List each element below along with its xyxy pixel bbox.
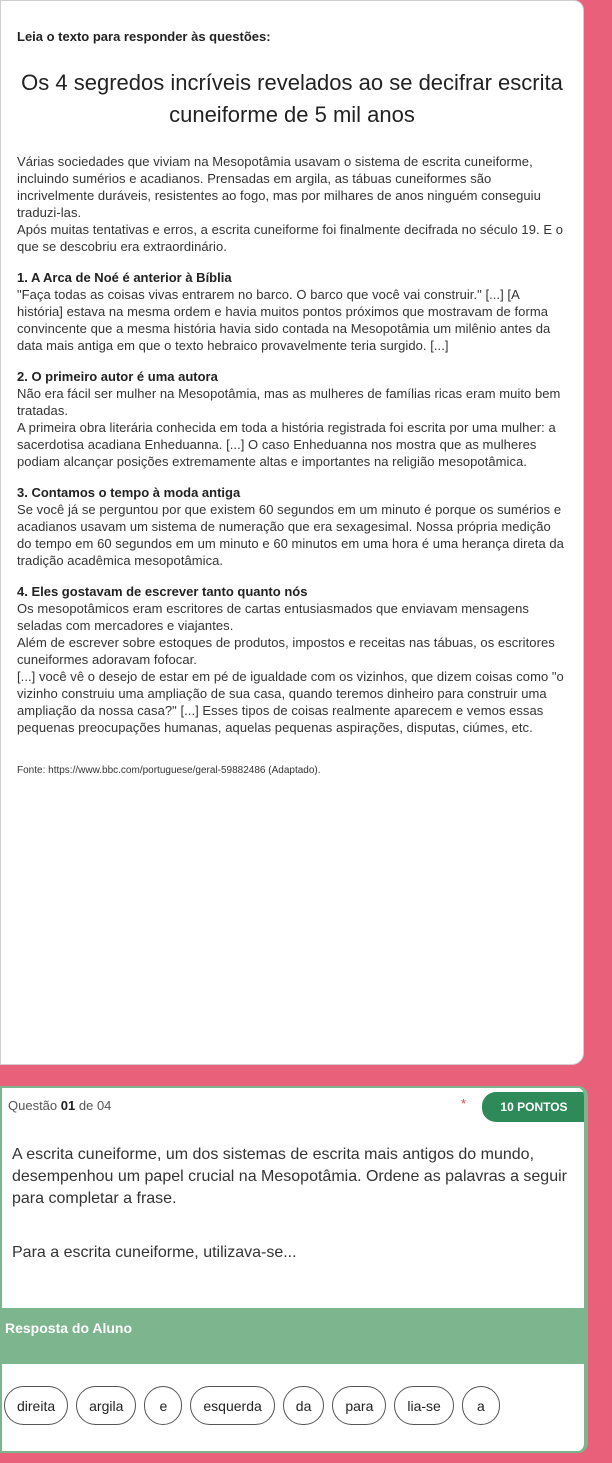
question-label: Questão — [8, 1098, 58, 1113]
question-card — [0, 1086, 588, 1453]
section-4-paragraph-1: Os mesopotâmicos eram escritores de cartas entusiasmados que enviavam mensagens seladas com mercadores e viajantes. — [17, 601, 529, 633]
section-3-paragraph: Se você já se perguntou por que existem 60 segundos em um minuto é porque os sumérios e acadianos usavam um sistema de numeração que era sexagesimal. Nossa própria medição do tempo em 60 segundos em um minuto e 60 minutos em uma hora é uma herança direta da tradição acadêmica mesopotâmica. — [17, 502, 564, 568]
word-chip[interactable]: lia-se — [394, 1386, 453, 1425]
answer-header-label: Resposta do Aluno — [5, 1320, 133, 1336]
word-chip[interactable]: a — [462, 1386, 500, 1425]
word-chip-list — [4, 1386, 500, 1425]
section-2-paragraph-2: A primeira obra literária conhecida em toda a história registrada foi escrita por uma mulher: a sacerdotisa acadiana Enheduanna. [...] O caso Enheduanna nos mostra que as mulheres podiam alcançar posições extremamente altas e importantes na religião mesopotâmica. — [17, 420, 556, 469]
section-2-paragraph-1: Não era fácil ser mulher na Mesopotâmia, mas as mulheres de famílias ricas eram muito bem tratadas. — [17, 386, 561, 418]
section-1-heading: 1. A Arca de Noé é anterior à Bíblia — [17, 270, 232, 285]
question-counter — [8, 1098, 111, 1113]
points-badge: 10 PONTOS — [482, 1092, 586, 1122]
question-total: de 04 — [78, 1098, 112, 1113]
question-prompt: Para a escrita cuneiforme, utilizava-se... — [12, 1244, 297, 1261]
section-1-paragraph: "Faça todas as coisas vivas entrarem no barco. O barco que você vai construir." [...] [A história] estava na mesma ordem e havia muitos pontos próximos que mostravam de forma convincente que a mesma história havia sido contada na Mesopotâmia um milênio antes da data mais antiga em que o texto hebraico provavelmente teria surgido. [...] — [17, 287, 551, 353]
word-chip[interactable]: da — [283, 1386, 325, 1425]
section-2-heading: 2. O primeiro autor é uma autora — [17, 369, 218, 384]
intro-paragraph-2: Após muitas tentativas e erros, a escrita cuneiforme foi finalmente decifrada no século 19. E o que se descobriu era extraordinário. — [17, 222, 563, 254]
article-title: Os 4 segredos incríveis revelados ao se decifrar escrita cuneiforme de 5 mil anos — [21, 70, 563, 127]
section-3-heading: 3. Contamos o tempo à moda antiga — [17, 485, 241, 500]
section-4-paragraph-2: Além de escrever sobre estoques de produtos, impostos e receitas nas tábuas, os escritores cuneiformes adoravam fofocar. — [17, 635, 555, 667]
word-chip[interactable]: direita — [4, 1386, 68, 1425]
question-text: A escrita cuneiforme, um dos sistemas de escrita mais antigos do mundo, desempenhou um papel crucial na Mesopotâmia. Ordene as palavras a seguir para completar a frase. — [12, 1146, 567, 1207]
section-4-paragraph-3: [...] você vê o desejo de estar em pé de igualdade com os vizinhos, que dizem coisas como "o vizinho construiu uma ampliação de sua casa, quando teremos dinheiro para construir uma ampliação da nossa casa?" [...] Esses tipos de coisas realmente aparecem e vemos essas pequenas preocupações humanas, aquelas pequenas aspirações, disputas, ciúmes, etc. — [17, 669, 564, 735]
word-chip[interactable]: argila — [76, 1386, 136, 1425]
source-citation: Fonte: https://www.bbc.com/portuguese/geral-59882486 (Adaptado). — [17, 765, 321, 776]
student-answer-header — [2, 1308, 586, 1364]
word-chip[interactable]: esquerda — [190, 1386, 274, 1425]
reading-instruction: Leia o texto para responder às questões: — [17, 29, 271, 44]
word-chip[interactable]: e — [144, 1386, 182, 1425]
word-chip[interactable]: para — [332, 1386, 386, 1425]
required-star-icon: * — [461, 1096, 467, 1111]
intro-paragraph-1: Várias sociedades que viviam na Mesopotâmia usavam o sistema de escrita cuneiforme, incluindo sumérios e acadianos. Prensadas em argila, as tábuas cuneiformes são incrivelmente duráveis, resistentes ao fogo, mas por milhares de anos ninguém conseguiu traduzi-las. — [17, 154, 541, 220]
section-4-heading: 4. Eles gostavam de escrever tanto quanto nós — [17, 584, 308, 599]
question-number: 01 — [60, 1098, 76, 1113]
